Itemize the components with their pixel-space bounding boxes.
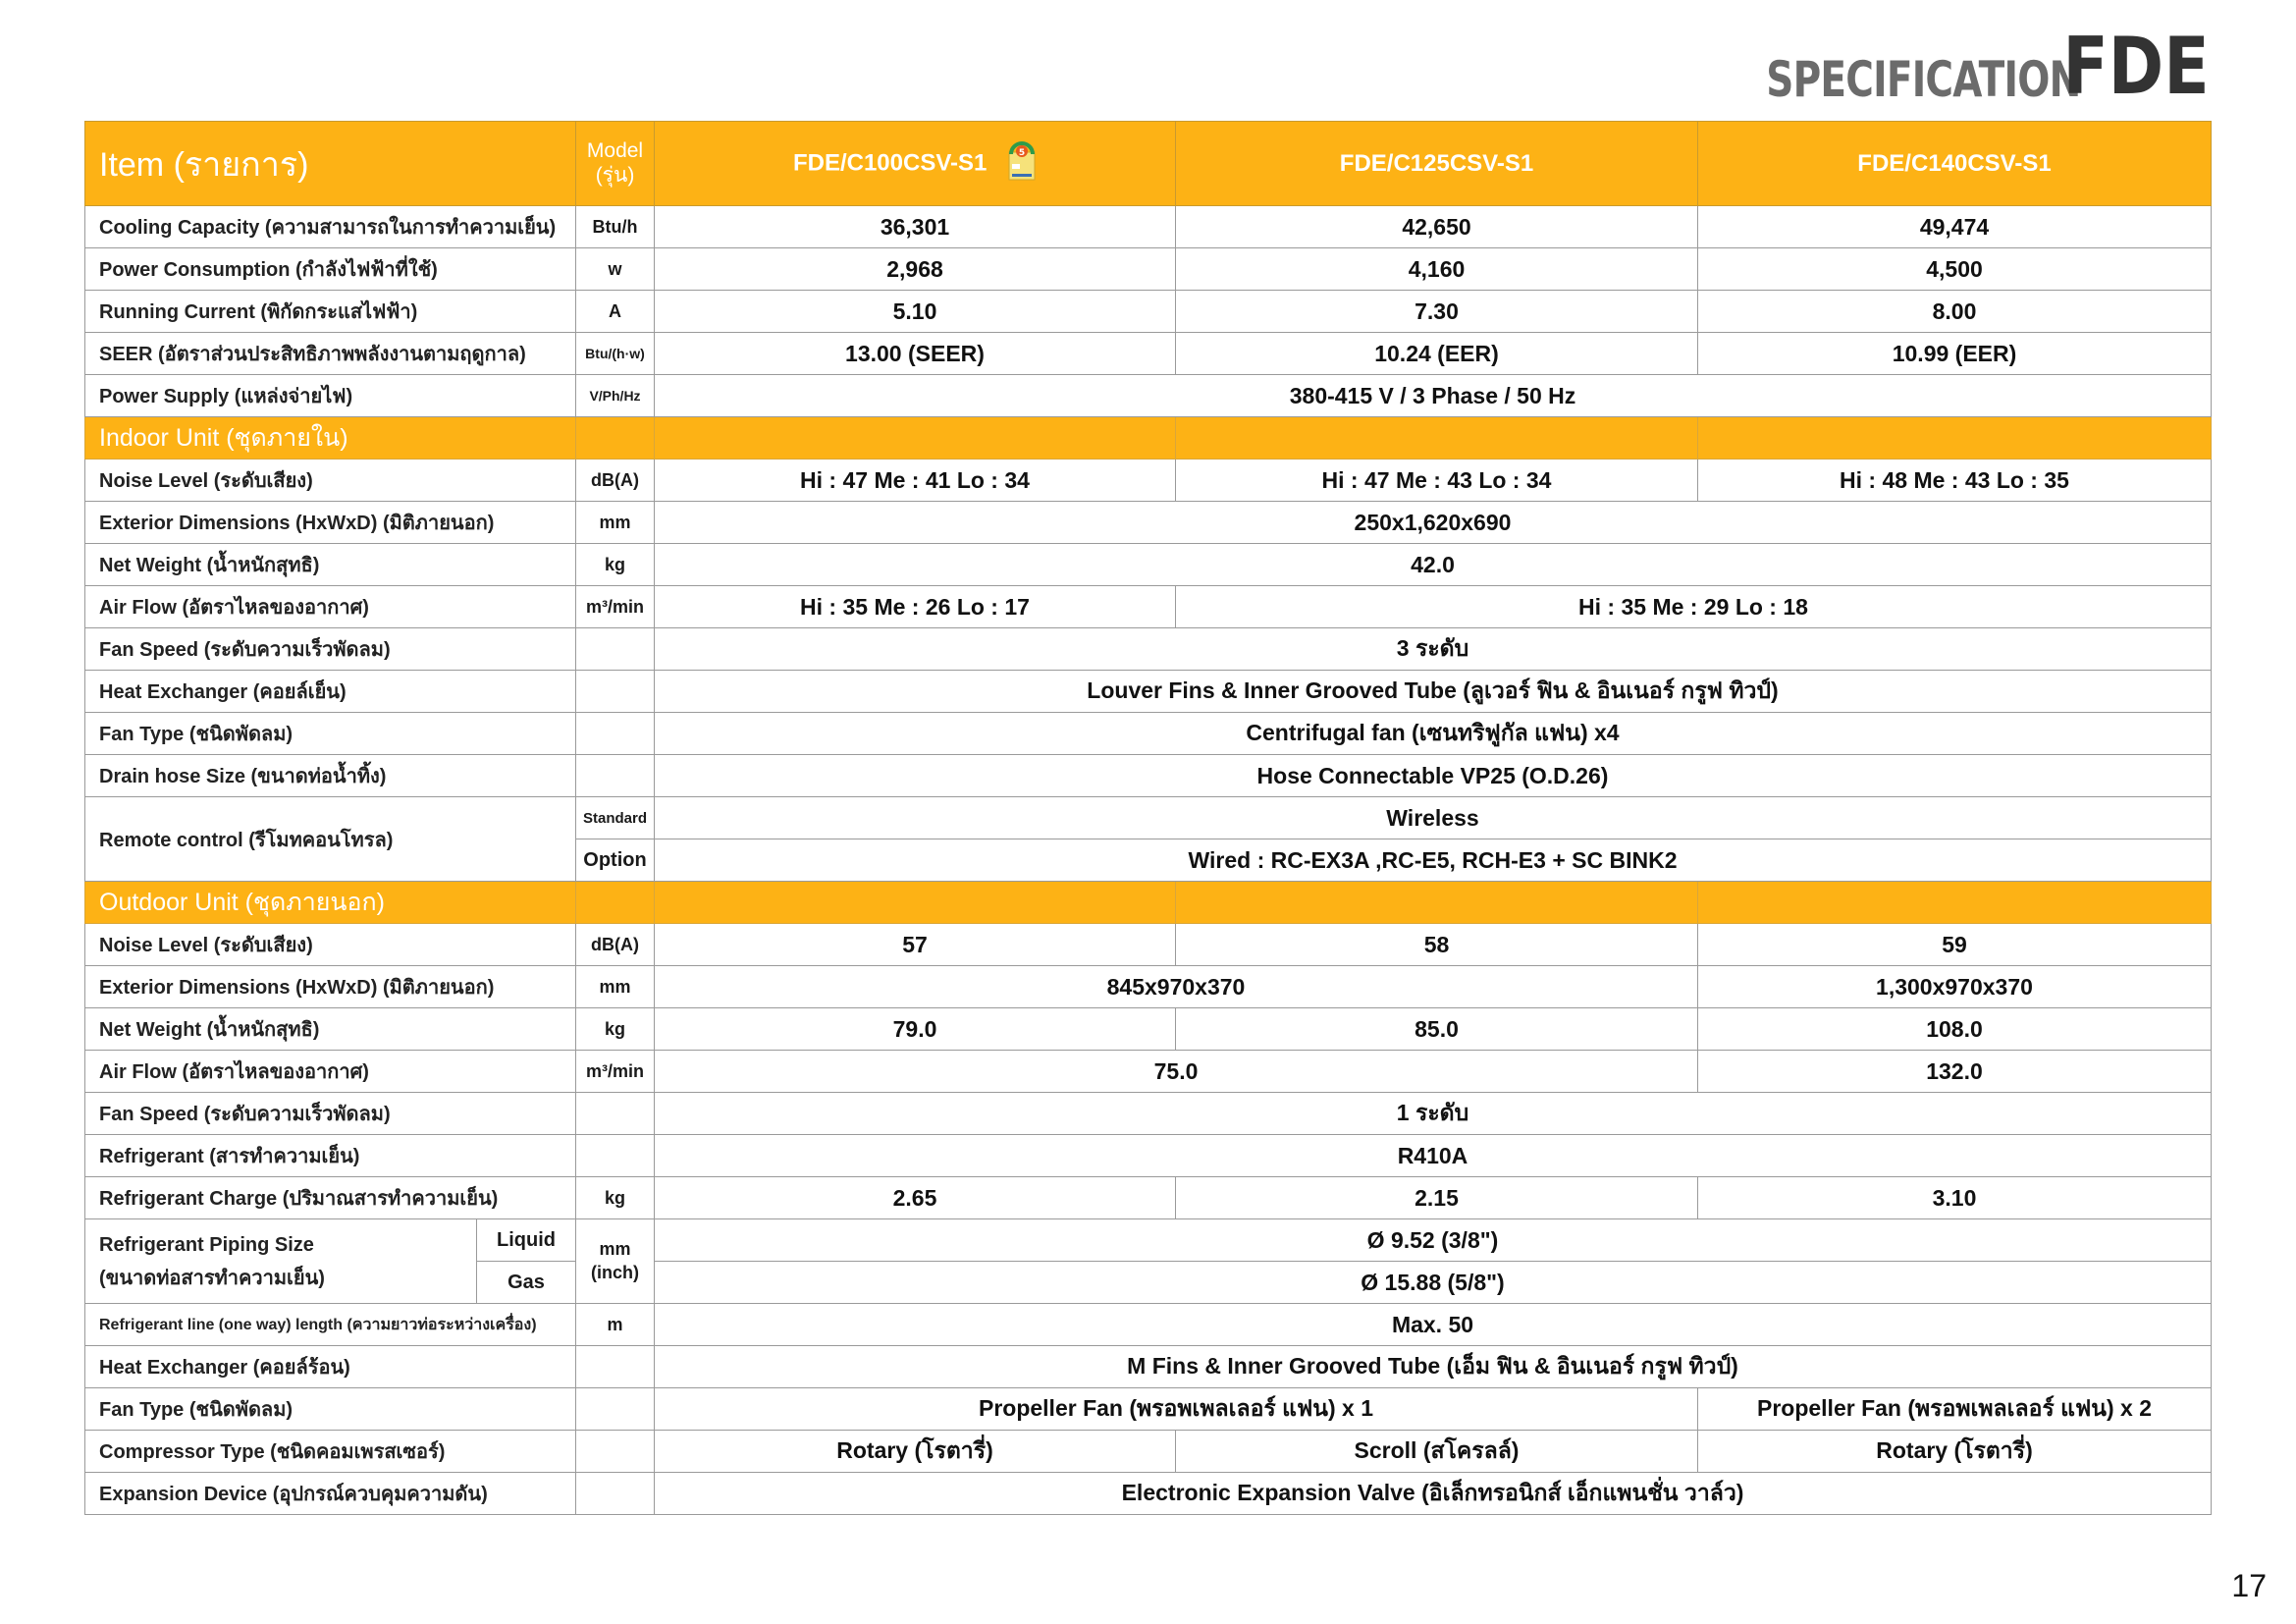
piping-label-th: (ขนาดท่อสารทำความเย็น) [99, 1267, 325, 1289]
row-value: 7.30 [1176, 291, 1698, 333]
row-unit: Btu/(h·w) [576, 333, 655, 375]
indoor-unit-section [85, 417, 2212, 460]
section-title: Indoor Unit (ชุดภายใน) [85, 417, 576, 460]
row-value: 845x970x370 [655, 966, 1698, 1008]
row-value: 2.15 [1176, 1177, 1698, 1219]
row-value: Scroll (สโครลล์) [1176, 1431, 1698, 1473]
row-unit: m³/min [576, 586, 655, 628]
section-cell [1176, 882, 1698, 924]
row-value: 42.0 [655, 544, 2212, 586]
section-cell [1698, 417, 2212, 460]
row-value: R410A [655, 1135, 2212, 1177]
table-row [85, 333, 2212, 375]
row-label: Power Supply (แหล่งจ่ายไฟ) [85, 375, 576, 417]
remote-standard-label: Standard [576, 797, 655, 839]
row-value: 1 ระดับ [655, 1093, 2212, 1135]
row-value: 250x1,620x690 [655, 502, 2212, 544]
row-label: Expansion Device (อุปกรณ์ควบคุมความดัน) [85, 1473, 576, 1515]
model-column-1 [655, 122, 1176, 206]
model-column-2: FDE/C125CSV-S1 [1176, 122, 1698, 206]
row-value: 10.24 (EER) [1176, 333, 1698, 375]
row-label: Exterior Dimensions (HxWxD) (มิติภายนอก) [85, 966, 576, 1008]
row-label: SEER (อัตราส่วนประสิทธิภาพพลังงานตามฤดูกาล) [85, 333, 576, 375]
row-unit: m³/min [576, 1051, 655, 1093]
row-value: M Fins & Inner Grooved Tube (เอ็ม ฟิน & อินเนอร์ กรูฟ ทิวป์) [655, 1346, 2212, 1388]
row-value: 8.00 [1698, 291, 2212, 333]
row-unit: A [576, 291, 655, 333]
model-name: FDE/C100CSV-S1 [792, 148, 988, 176]
row-value: 42,650 [1176, 206, 1698, 248]
row-unit [576, 1346, 655, 1388]
row-unit: w [576, 248, 655, 291]
row-label: Net Weight (น้ำหนักสุทธิ) [85, 544, 576, 586]
table-row [85, 544, 2212, 586]
table-row [85, 1431, 2212, 1473]
gas-pipe-value: Ø 15.88 (5/8") [655, 1262, 2212, 1304]
table-row [85, 1135, 2212, 1177]
row-label: Refrigerant (สารทำความเย็น) [85, 1135, 576, 1177]
model-header-en: Model [586, 139, 644, 163]
row-label: Fan Type (ชนิดพัดลม) [85, 713, 576, 755]
row-value: 59 [1698, 924, 2212, 966]
table-header-row [85, 122, 2212, 206]
specification-table [84, 121, 2212, 1515]
row-value: Hi : 48 Me : 43 Lo : 35 [1698, 460, 2212, 502]
table-row [85, 1008, 2212, 1051]
table-row [85, 586, 2212, 628]
row-value: Rotary (โรตารี่) [1698, 1431, 2212, 1473]
gas-label: Gas [477, 1262, 576, 1304]
table-row [85, 460, 2212, 502]
section-cell [655, 882, 1176, 924]
row-value: 79.0 [655, 1008, 1176, 1051]
section-cell [576, 417, 655, 460]
row-label: Refrigerant line (one way) length (ความยาวท่อระหว่างเครื่อง) [85, 1304, 576, 1346]
row-value: 2.65 [655, 1177, 1176, 1219]
row-value: Propeller Fan (พรอพเพลเลอร์ แฟน) x 2 [1698, 1388, 2212, 1431]
row-unit: kg [576, 1008, 655, 1051]
row-value: 58 [1176, 924, 1698, 966]
table-row [85, 502, 2212, 544]
row-unit [576, 1388, 655, 1431]
row-value: 132.0 [1698, 1051, 2212, 1093]
row-value: 57 [655, 924, 1176, 966]
row-label: Noise Level (ระดับเสียง) [85, 460, 576, 502]
item-column-header: Item (รายการ) [85, 122, 576, 206]
remote-standard-value: Wireless [655, 797, 2212, 839]
row-label: Air Flow (อัตราไหลของอากาศ) [85, 1051, 576, 1093]
table-row [85, 206, 2212, 248]
page-title [1678, 21, 2210, 112]
row-unit: dB(A) [576, 924, 655, 966]
piping-label-en: Refrigerant Piping Size [99, 1233, 314, 1256]
row-value: 49,474 [1698, 206, 2212, 248]
table-row [85, 375, 2212, 417]
row-label: Exterior Dimensions (HxWxD) (มิติภายนอก) [85, 502, 576, 544]
row-value: Hose Connectable VP25 (O.D.26) [655, 755, 2212, 797]
row-value: Electronic Expansion Valve (อิเล็กทรอนิกส์ เอ็กแพนชั่น วาล์ว) [655, 1473, 2212, 1515]
row-value: 3 ระดับ [655, 628, 2212, 671]
row-label: Fan Type (ชนิดพัดลม) [85, 1388, 576, 1431]
energy-label-no5-icon [1007, 138, 1037, 182]
page-number: 17 [2231, 1568, 2267, 1603]
row-value: 10.99 (EER) [1698, 333, 2212, 375]
model-header-th: (รุ่น) [595, 163, 635, 187]
row-unit: kg [576, 1177, 655, 1219]
table-row [85, 755, 2212, 797]
row-unit: mm [576, 966, 655, 1008]
row-label: Noise Level (ระดับเสียง) [85, 924, 576, 966]
row-unit: m [576, 1304, 655, 1346]
row-unit [576, 1135, 655, 1177]
table-row [85, 713, 2212, 755]
table-row [85, 924, 2212, 966]
table-row [85, 671, 2212, 713]
table-row [85, 248, 2212, 291]
title-model: FDE [2062, 21, 2210, 112]
remote-control-standard-row [85, 797, 2212, 839]
table-row [85, 966, 2212, 1008]
table-row [85, 1473, 2212, 1515]
section-title: Outdoor Unit (ชุดภายนอก) [85, 882, 576, 924]
row-label: Compressor Type (ชนิดคอมเพรสเซอร์) [85, 1431, 576, 1473]
row-label: Fan Speed (ระดับความเร็วพัดลม) [85, 1093, 576, 1135]
row-value: Rotary (โรตารี่) [655, 1431, 1176, 1473]
row-unit [576, 1093, 655, 1135]
row-value: Hi : 47 Me : 43 Lo : 34 [1176, 460, 1698, 502]
row-value: 3.10 [1698, 1177, 2212, 1219]
row-value: 85.0 [1176, 1008, 1698, 1051]
row-unit: kg [576, 544, 655, 586]
row-label: Drain hose Size (ขนาดท่อน้ำทิ้ง) [85, 755, 576, 797]
title-prefix: SPECIFICATION [1766, 51, 2081, 108]
model-column-header [576, 122, 655, 206]
table-row [85, 1304, 2212, 1346]
table-row [85, 1388, 2212, 1431]
row-value: Propeller Fan (พรอพเพลเลอร์ แฟน) x 1 [655, 1388, 1698, 1431]
row-unit [576, 1431, 655, 1473]
row-unit: V/Ph/Hz [576, 375, 655, 417]
row-value: Hi : 35 Me : 29 Lo : 18 [1176, 586, 2212, 628]
table-row [85, 1093, 2212, 1135]
row-value: 108.0 [1698, 1008, 2212, 1051]
liquid-label: Liquid [477, 1219, 576, 1262]
row-unit [576, 671, 655, 713]
row-label: Net Weight (น้ำหนักสุทธิ) [85, 1008, 576, 1051]
model-column-3: FDE/C140CSV-S1 [1698, 122, 2212, 206]
row-unit [576, 1473, 655, 1515]
row-value: 13.00 (SEER) [655, 333, 1176, 375]
row-value: 4,500 [1698, 248, 2212, 291]
row-value: 75.0 [655, 1051, 1698, 1093]
row-value: 4,160 [1176, 248, 1698, 291]
row-value: Hi : 35 Me : 26 Lo : 17 [655, 586, 1176, 628]
table-row [85, 628, 2212, 671]
row-unit [576, 755, 655, 797]
row-label: Heat Exchanger (คอยล์เย็น) [85, 671, 576, 713]
row-value: 36,301 [655, 206, 1176, 248]
row-unit: dB(A) [576, 460, 655, 502]
section-cell [655, 417, 1176, 460]
row-label: Heat Exchanger (คอยล์ร้อน) [85, 1346, 576, 1388]
row-value: Centrifugal fan (เซนทริฟูกัล แฟน) x4 [655, 713, 2212, 755]
remote-control-label: Remote control (รีโมทคอนโทรล) [85, 797, 576, 882]
row-value: 1,300x970x370 [1698, 966, 2212, 1008]
piping-unit [576, 1219, 655, 1304]
section-cell [576, 882, 655, 924]
table-row [85, 1346, 2212, 1388]
liquid-pipe-value: Ø 9.52 (3/8") [655, 1219, 2212, 1262]
row-unit [576, 713, 655, 755]
piping-unit-inch: (inch) [591, 1262, 639, 1282]
row-value: 2,968 [655, 248, 1176, 291]
piping-liquid-row [85, 1219, 2212, 1262]
remote-option-label: Option [576, 839, 655, 882]
row-unit: mm [576, 502, 655, 544]
piping-size-label [85, 1219, 477, 1304]
row-value: 380-415 V / 3 Phase / 50 Hz [655, 375, 2212, 417]
table-row [85, 291, 2212, 333]
row-value: Max. 50 [655, 1304, 2212, 1346]
row-value: Hi : 47 Me : 41 Lo : 34 [655, 460, 1176, 502]
piping-unit-mm: mm [599, 1239, 631, 1260]
table-row [85, 1177, 2212, 1219]
table-row [85, 1051, 2212, 1093]
section-cell [1698, 882, 2212, 924]
svg-text:5: 5 [1018, 147, 1026, 158]
row-label: Power Consumption (กำลังไฟฟ้าที่ใช้) [85, 248, 576, 291]
row-label: Refrigerant Charge (ปริมาณสารทำความเย็น) [85, 1177, 576, 1219]
section-cell [1176, 417, 1698, 460]
row-label: Air Flow (อัตราไหลของอากาศ) [85, 586, 576, 628]
row-unit: Btu/h [576, 206, 655, 248]
row-value: 5.10 [655, 291, 1176, 333]
row-value: Louver Fins & Inner Grooved Tube (ลูเวอร์ ฟิน & อินเนอร์ กรูฟ ทิวป์) [655, 671, 2212, 713]
remote-option-value: Wired : RC-EX3A ,RC-E5, RCH-E3 + SC BINK2 [655, 839, 2212, 882]
outdoor-unit-section [85, 882, 2212, 924]
row-label: Running Current (พิกัดกระแสไฟฟ้า) [85, 291, 576, 333]
row-label: Cooling Capacity (ความสามารถในการทำความเย็น) [85, 206, 576, 248]
row-label: Fan Speed (ระดับความเร็วพัดลม) [85, 628, 576, 671]
row-unit [576, 628, 655, 671]
